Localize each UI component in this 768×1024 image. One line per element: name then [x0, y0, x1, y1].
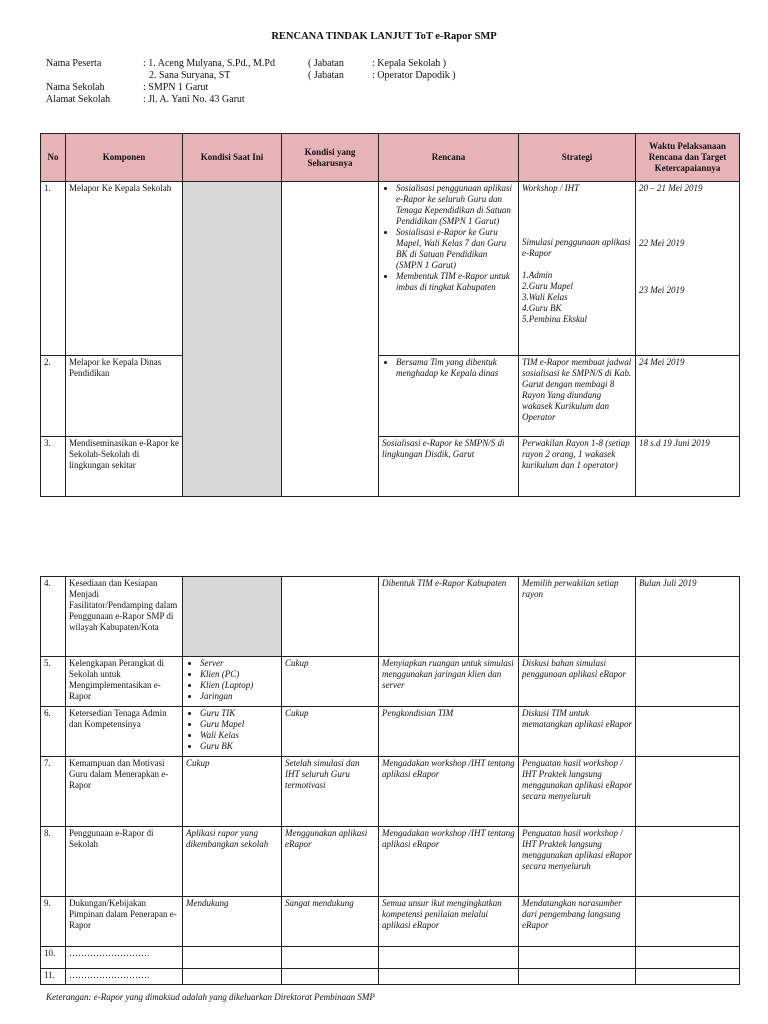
komponen-cell: Mendiseminasikan e-Rapor ke Sekolah-Sekolah di lingkungan sekitar: [66, 437, 183, 497]
waktu-empty: [636, 707, 740, 757]
jabatan-1-label: ( Jabatan: [308, 58, 344, 69]
strategi-cell: Penguatan hasil workshop / IHT Praktek langsung menggunakan aplikasi eRapor secara menyeluruh: [519, 827, 636, 897]
waktu-empty: [636, 757, 740, 827]
komponen-cell: ………………………: [66, 947, 183, 969]
waktu-empty: [636, 657, 740, 707]
action-plan-table-part-1: [40, 133, 740, 497]
kondisi-item: • Guru TIK: [200, 708, 278, 719]
nama-sekolah: : SMPN 1 Garut: [143, 82, 209, 93]
kondisi-saat-ini-empty: [183, 577, 282, 657]
rencana-cell: Menyiapkan ruangan untuk simulasi menggunakan jaringan klien dan server: [379, 657, 519, 707]
empty-cell: [282, 969, 379, 985]
waktu-empty: [636, 827, 740, 897]
header-kondisi-saat-ini: Kondisi Saat Ini: [183, 134, 282, 182]
kondisi-item: • Guru BK: [200, 741, 278, 752]
nama-peserta-label: Nama Peserta: [46, 58, 102, 69]
kondisi-seharusnya-cell: Cukup: [282, 707, 379, 757]
row-number: 1.: [41, 182, 66, 356]
rencana-cell: Dibentuk TIM e-Rapor Kabupaten: [379, 577, 519, 657]
strategi-cell: Diskusi TIM untuk mematangkan aplikasi eRapor: [519, 707, 636, 757]
waktu-empty: [636, 897, 740, 947]
rencana-item: • Membentuk TIM e-Rapor untuk imbas di tingkat Kabupaten: [396, 271, 515, 293]
header-waktu: Waktu Pelaksanaan Rencana dan Target Ketercapaiannya: [636, 134, 740, 182]
kondisi-seharusnya-cell: Menggunakan aplikasi eRapor: [282, 827, 379, 897]
document-title: RENCANA TINDAK LANJUT ToT e-Rapor SMP: [271, 31, 497, 42]
komponen-cell: Ketersedian Tenaga Admin dan Kompetensinya: [66, 707, 183, 757]
table-row: [41, 947, 740, 969]
kondisi-item: • Guru Mapel: [200, 719, 278, 730]
kondisi-seharusnya-empty: [282, 182, 379, 497]
strategi-line: Workshop / IHT: [522, 183, 580, 193]
row-number: 7.: [41, 757, 66, 827]
strategi-cell: Diskusi bahan simulasi penggunaan aplikasi eRapor: [519, 657, 636, 707]
rencana-cell: Semua unsur ikut mengingkatkan kompetensi penilaian melalui aplikasi eRapor: [379, 897, 519, 947]
rencana-cell: [379, 182, 519, 356]
table-header-row: [41, 134, 740, 182]
table-row: [41, 356, 740, 437]
komponen-cell: Kesediaan dan Kesiapan Menjadi Fasilitator/Pendamping dalam Penggunaan e-Rapor SMP di wilayah Kabupaten/Kota: [66, 577, 183, 657]
table-row: [41, 827, 740, 897]
row-number: 5.: [41, 657, 66, 707]
komponen-cell: Kemampuan dan Motivasi Guru dalam Menerapkan e-Rapor: [66, 757, 183, 827]
action-plan-table-part-2: [40, 576, 740, 985]
waktu-cell: [636, 182, 740, 356]
komponen-cell: Melapor Ke Kepala Sekolah: [66, 182, 183, 356]
row-number: 3.: [41, 437, 66, 497]
kondisi-seharusnya-cell: Cukup: [282, 657, 379, 707]
row-number: 11.: [41, 969, 66, 985]
kondisi-saat-ini-cell: [183, 707, 282, 757]
rencana-item: • Bersama Tim yang dibentuk menghadap ke Kepala dinas: [396, 357, 515, 379]
kondisi-item: • Wali Kelas: [200, 730, 278, 741]
row-number: 6.: [41, 707, 66, 757]
empty-cell: [183, 969, 282, 985]
row-number: 10.: [41, 947, 66, 969]
waktu-cell: 18 s.d 19 Juni 2019: [636, 437, 740, 497]
table-row: [41, 707, 740, 757]
kondisi-item: • Klien (Laptop): [200, 680, 278, 691]
jabatan-2-value: : Operator Dapodik ): [372, 70, 456, 81]
strategi-cell: Mendatangkan narasumber dari pengembang langsung eRapor: [519, 897, 636, 947]
header-kondisi-seharusnya: Kondisi yang Seharusnya: [282, 134, 379, 182]
komponen-cell: Melapor ke Kepala Dinas Pendidikan: [66, 356, 183, 437]
strategi-line: 5.Pembina Ekskul: [522, 314, 587, 324]
kondisi-item: • Klien (PC): [200, 669, 278, 680]
kondisi-saat-ini-cell: [183, 657, 282, 707]
strategi-line: 1.Admin: [522, 270, 553, 280]
strategi-cell: [519, 182, 636, 356]
waktu-line: 23 Mei 2019: [639, 285, 685, 295]
kondisi-item: • Jaringan: [200, 691, 278, 702]
komponen-cell: Dukungan/Kebijakan Pimpinan dalam Penerapan e-Rapor: [66, 897, 183, 947]
strategi-cell: Memilih perwakilan setiap rayon: [519, 577, 636, 657]
kondisi-saat-ini-cell: Mendukung: [183, 897, 282, 947]
kondisi-saat-ini-cell: Cukup: [183, 757, 282, 827]
table-row: [41, 182, 740, 356]
peserta-1: : 1. Aceng Mulyana, S.Pd., M.Pd: [143, 58, 275, 69]
row-number: 4.: [41, 577, 66, 657]
table-row: [41, 969, 740, 985]
komponen-cell: Kelengkapan Perangkat di Sekolah untuk Mengimplementasikan e-Rapor: [66, 657, 183, 707]
rencana-item: • Sosialisasi e-Rapor ke Guru Mapel, Wali Kelas 7 dan Guru BK di Satuan Pendidikan (SMPN 1 Garut): [396, 227, 515, 271]
strategi-cell: Penguatan hasil workshop / IHT Praktek langsung menggunakan aplikasi eRapor secara menyeluruh: [519, 757, 636, 827]
strategi-line: 2.Guru Mapel: [522, 281, 573, 291]
header-strategi: Strategi: [519, 134, 636, 182]
table-row: [41, 577, 740, 657]
empty-cell: [519, 969, 636, 985]
rencana-cell: Mengadakan workshop /IHT tentang aplikasi eRapor: [379, 757, 519, 827]
jabatan-2-label: ( Jabatan: [308, 70, 344, 81]
header-rencana: Rencana: [379, 134, 519, 182]
strategi-line: 4.Guru BK: [522, 303, 562, 313]
empty-cell: [379, 969, 519, 985]
row-number: 8.: [41, 827, 66, 897]
footer-note: Keterangan: e-Rapor yang dimaksud adalah yang dikeluarkan Direktorat Pembinaan SMP: [46, 992, 375, 1002]
waktu-cell: 24 Mei 2019: [636, 356, 740, 437]
kondisi-seharusnya-empty: [282, 577, 379, 657]
empty-cell: [636, 969, 740, 985]
table-row: [41, 757, 740, 827]
kondisi-saat-ini-empty: [183, 182, 282, 497]
empty-cell: [282, 947, 379, 969]
alamat-label: Alamat Sekolah: [46, 94, 111, 105]
rencana-cell: Sosialisasi e-Rapor ke SMPN/S di lingkungan Disdik, Garut: [379, 437, 519, 497]
table-row: [41, 897, 740, 947]
komponen-cell: ………………………: [66, 969, 183, 985]
empty-cell: [519, 947, 636, 969]
strategi-line: 3.Wali Kelas: [522, 292, 568, 302]
komponen-cell: Penggunaan e-Rapor di Sekolah: [66, 827, 183, 897]
alamat-sekolah: : Jl. A. Yani No. 43 Garut: [143, 94, 245, 105]
kondisi-seharusnya-cell: Setelah simulasi dan IHT seluruh Guru termotivasi: [282, 757, 379, 827]
rencana-cell: Pengkondisian TIM: [379, 707, 519, 757]
table-row: [41, 437, 740, 497]
waktu-cell: Bulan Juli 2019: [636, 577, 740, 657]
rencana-item: • Sosialisasi penggunaan aplikasi e-Rapor ke seluruh Guru dan Tenaga Kependidikan di Satuan Pendidikan (SMPN 1 Garut): [396, 183, 515, 227]
kondisi-item: • Server: [200, 658, 278, 669]
strategi-cell: Perwakilan Rayon 1-8 (setiap rayon 2 orang, 1 wakasek kurikulum dan 1 operator): [519, 437, 636, 497]
strategi-line: Simulasi penggunaan aplikasi e-Rapor: [522, 237, 631, 258]
empty-cell: [379, 947, 519, 969]
rencana-cell: Mengadakan workshop /IHT tentang aplikasi eRapor: [379, 827, 519, 897]
empty-cell: [183, 947, 282, 969]
header-komponen: Komponen: [66, 134, 183, 182]
nama-sekolah-label: Nama Sekolah: [46, 82, 105, 93]
kondisi-seharusnya-cell: Sangat mendukung: [282, 897, 379, 947]
peserta-2: 2. Sana Suryana, ST: [149, 70, 231, 81]
table-row: [41, 657, 740, 707]
empty-cell: [636, 947, 740, 969]
strategi-cell: TIM e-Rapor membuat jadwal sosialisasi ke SMPN/S di Kab. Garut dengan membagi 8 Rayon Yang diundang wakasek Kurikulum dan Operator: [519, 356, 636, 437]
waktu-line: 22 Mei 2019: [639, 238, 685, 248]
row-number: 2.: [41, 356, 66, 437]
rencana-cell: [379, 356, 519, 437]
jabatan-1-value: : Kepala Sekolah ): [372, 58, 447, 69]
row-number: 9.: [41, 897, 66, 947]
header-no: No: [41, 134, 66, 182]
kondisi-saat-ini-cell: Aplikasi rapor yang dikembangkan sekolah: [183, 827, 282, 897]
waktu-line: 20 – 21 Mei 2019: [639, 183, 703, 193]
